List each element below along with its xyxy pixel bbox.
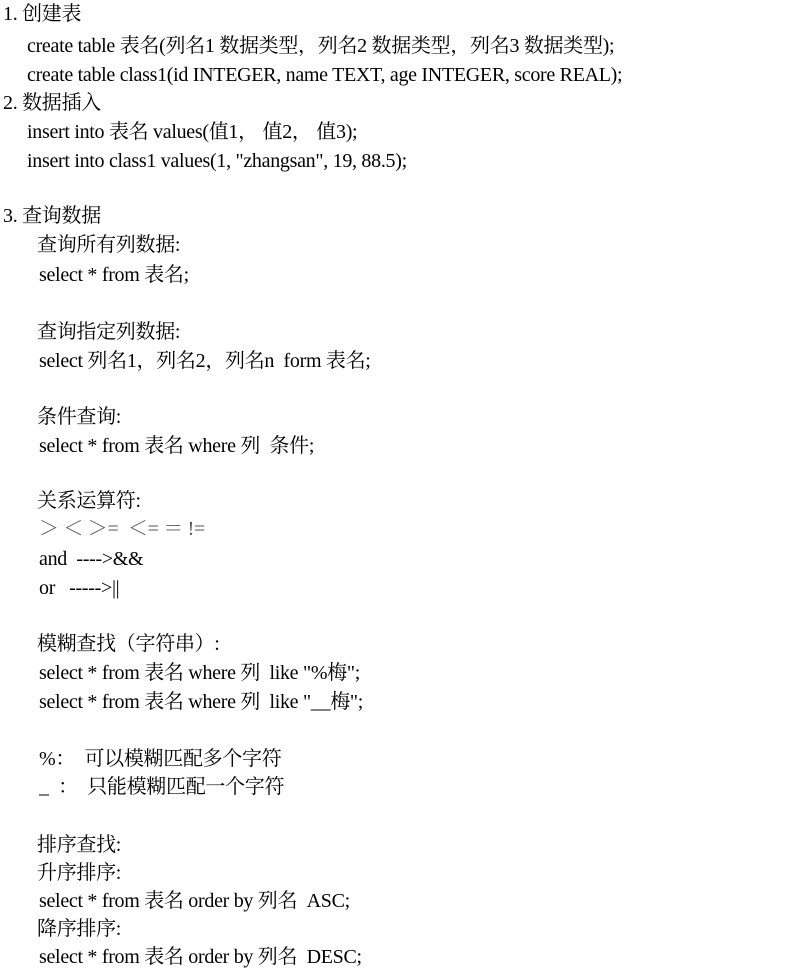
sql-all-columns: select * from 表名; [39, 264, 189, 286]
sql-descending: select * from 表名 order by 列名 DESC; [39, 946, 362, 968]
label-operators: 关系运算符: [37, 490, 141, 512]
heading-insert: 2. 数据插入 [3, 92, 101, 114]
label-sorting: 排序查找: [37, 834, 122, 856]
create-table-syntax: create table 表名(列名1 数据类型，列名2 数据类型，列名3 数据类型); [27, 35, 615, 57]
label-descending: 降序排序: [37, 918, 122, 940]
heading-create-table: 1. 创建表 [3, 3, 82, 25]
sql-conditional: select * from 表名 where 列 条件; [39, 435, 315, 457]
operator-or: or ----->|| [39, 577, 120, 599]
note-percent: %： 可以模糊匹配多个字符 [39, 748, 282, 770]
operator-and: and ---->&& [39, 548, 144, 570]
label-ascending: 升序排序: [37, 862, 122, 884]
sql-fuzzy-underscore: select * from 表名 where 列 like "__梅"; [39, 691, 364, 713]
heading-query: 3. 查询数据 [3, 205, 101, 227]
label-all-columns: 查询所有列数据: [37, 234, 181, 256]
create-table-example: create table class1(id INTEGER, name TEXT, age INTEGER, score REAL); [27, 64, 623, 86]
insert-syntax: insert into 表名 values(值1， 值2， 值3); [27, 121, 358, 143]
operator-symbols: ＞ ＜ ＞= ＜= ＝ != [39, 518, 205, 540]
label-fuzzy: 模糊查找（字符串）: [37, 633, 220, 655]
label-specific-columns: 查询指定列数据: [37, 321, 181, 343]
note-underscore: _ ： 只能模糊匹配一个字符 [39, 776, 285, 798]
sql-ascending: select * from 表名 order by 列名 ASC; [39, 890, 350, 912]
label-conditional: 条件查询: [37, 406, 122, 428]
insert-example: insert into class1 values(1, "zhangsan", 19, 88.5); [27, 150, 407, 172]
sql-fuzzy-percent: select * from 表名 where 列 like "%梅"; [39, 662, 360, 684]
sql-specific-columns: select 列名1，列名2，列名n form 表名; [39, 350, 371, 372]
